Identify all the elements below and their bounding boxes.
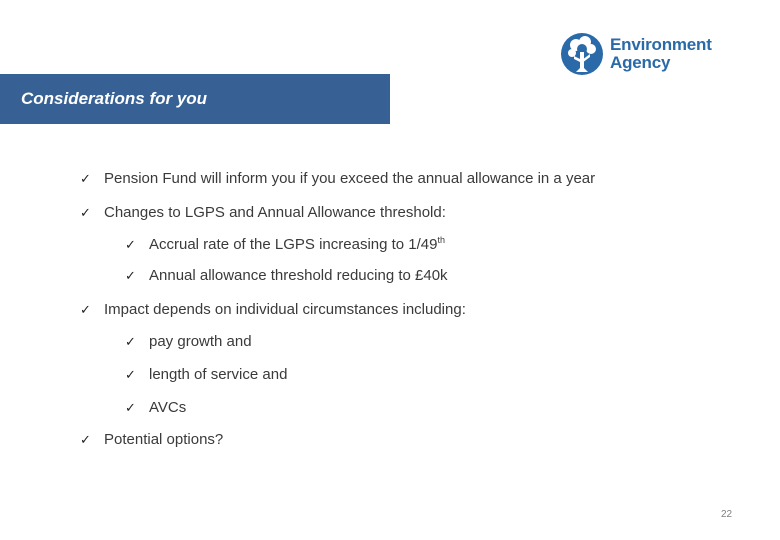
bullet-text: length of service and (149, 366, 288, 383)
sub-bullet-avcs (125, 399, 186, 416)
check-icon: ✓ (125, 401, 136, 416)
bullet-text: Accrual rate of the LGPS increasing to 1/49th (149, 235, 446, 253)
bullet-impact (80, 301, 466, 318)
check-icon: ✓ (80, 206, 91, 221)
sub-bullet-pay-growth (125, 333, 252, 350)
bullet-text: Potential options? (104, 431, 224, 448)
check-icon: ✓ (125, 269, 136, 284)
check-icon: ✓ (80, 433, 91, 448)
logo-line-1: Environment (610, 35, 712, 54)
sub-bullet-accrual-rate (125, 235, 445, 253)
page-number: 22 (721, 509, 733, 520)
bullet-text: Annual allowance threshold reducing to £40k (149, 267, 448, 284)
bullet-text: Changes to LGPS and Annual Allowance threshold: (104, 204, 446, 221)
bullet-text: AVCs (149, 399, 187, 416)
check-icon: ✓ (125, 368, 136, 383)
check-icon: ✓ (125, 238, 136, 253)
tree-person-logo-icon (560, 32, 604, 76)
bullet-potential-options (80, 431, 223, 448)
check-icon: ✓ (125, 335, 136, 350)
bullet-text: Pension Fund will inform you if you exceed the annual allowance in a year (104, 170, 596, 187)
sub-bullet-length-of-service (125, 366, 287, 383)
bullet-text: Impact depends on individual circumstances including: (104, 301, 466, 318)
check-icon: ✓ (80, 303, 91, 318)
check-icon: ✓ (80, 172, 91, 187)
bullet-text: pay growth and (149, 333, 252, 350)
bullet-pension-fund (80, 170, 595, 187)
title-bar (0, 74, 390, 124)
sub-bullet-threshold (125, 267, 448, 284)
environment-agency-logo (560, 32, 712, 76)
bullet-lgps-changes (80, 204, 446, 221)
slide-title: Considerations for you (21, 89, 208, 108)
logo-line-2: Agency (610, 53, 671, 72)
